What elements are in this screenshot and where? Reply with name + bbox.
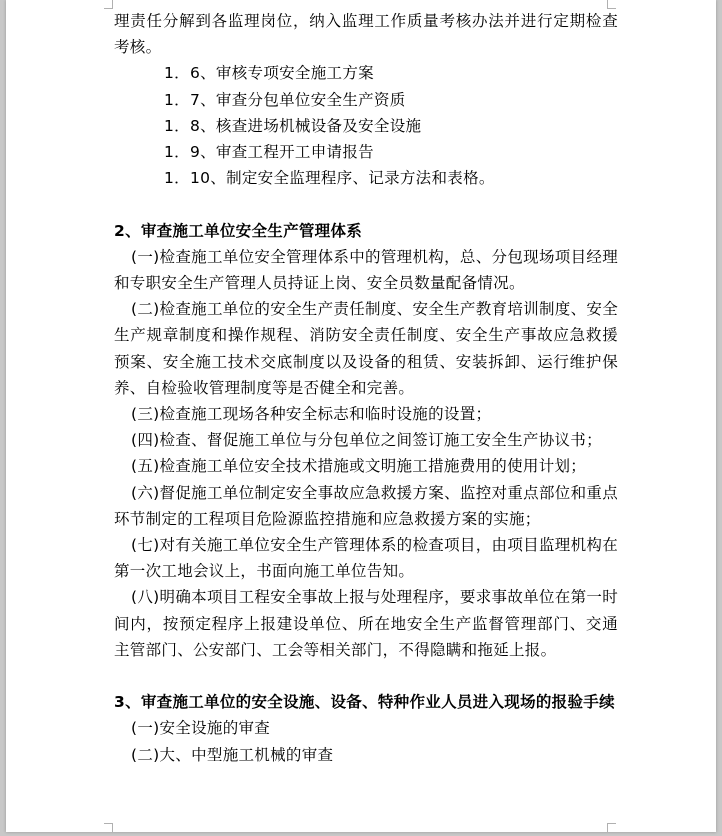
section-paragraph: (六)督促施工单位制定安全事故应急救援方案、监控对重点部位和重点环节制定的工程项目危险源监控措施和应急救援方案的实施； [114,483,618,528]
section-paragraph: (八)明确本项目工程安全事故上报与处理程序，要求事故单位在第一时间内，按预定程序上报建设单位、所在地安全生产监督管理部门、交通主管部门、公安部门、工会等相关部门，不得隐瞒和拖延上报。 [114,588,618,659]
numbered-item: 1．7、审查分包单位安全生产资质 [164,90,406,109]
blank-line [114,191,618,217]
document-page [6,0,716,832]
section-heading: 3、审查施工单位的安全设施、设备、特种作业人员进入现场的报验手续 [114,693,615,712]
section-paragraph: (二)大、中型施工机械的审查 [131,745,334,764]
section-paragraph: (五)检查施工单位安全技术措施或文明施工措施费用的使用计划； [131,457,587,476]
numbered-item: 1．6、审核专项安全施工方案 [164,64,374,83]
page-corner-mark [607,823,616,832]
section-paragraph: (七)对有关施工单位安全生产管理体系的检查项目，由项目监理机构在第一次工地会议上，书面向施工单位告知。 [114,536,618,581]
section-heading: 2、审查施工单位安全生产管理体系 [114,221,363,240]
section-paragraph: (一)安全设施的审查 [131,719,271,738]
intro-paragraph: 理责任分解到各监理岗位，纳入监理工作质量考核办法并进行定期检查考核。 [114,12,618,57]
section-paragraph: (一)检查施工单位安全管理体系中的管理机构，总、分包现场项目经理和专职安全生产管理人员持证上岗、安全员数量配备情况。 [114,247,618,293]
page-corner-mark [104,0,113,9]
section-paragraph: (二)检查施工单位的安全生产责任制度、安全生产教育培训制度、安全生产规章制度和操作规程、消防安全责任制度、安全生产事故应急救援预案、安全施工技术交底制度以及设备的租赁、安装拆卸、运行维护保养、自检验收管理制度等是否健全和完善。 [114,300,618,397]
section-paragraph: (四)检查、督促施工单位与分包单位之间签订施工安全生产协议书； [131,431,602,450]
page-corner-mark [104,823,113,832]
numbered-item: 1．10、制定安全监理程序、记录方法和表格。 [164,169,495,188]
numbered-item: 1．8、核查进场机械设备及安全设施 [164,116,422,135]
numbered-item: 1．9、审查工程开工申请报告 [164,143,374,162]
blank-line [114,663,618,689]
section-paragraph: (三)检查施工现场各种安全标志和临时设施的设置； [131,405,492,424]
document-body [114,8,618,768]
